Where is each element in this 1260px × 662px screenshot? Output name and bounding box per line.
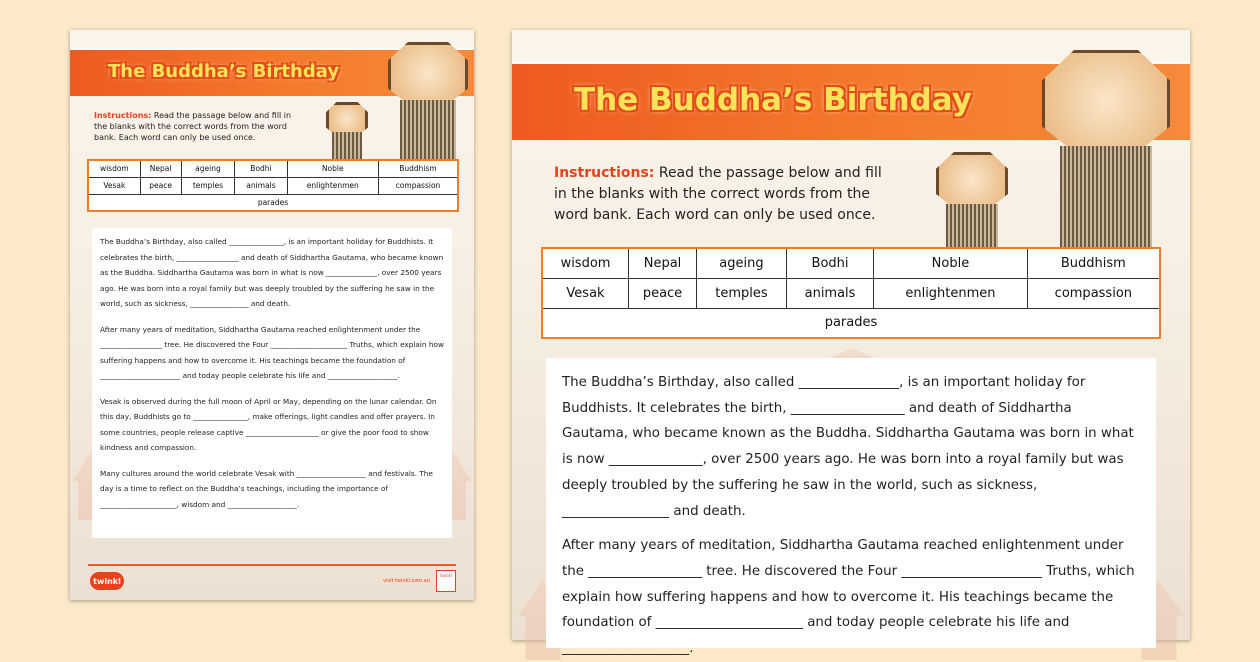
word-bank-cell: Bodhi (786, 248, 873, 278)
word-bank-cell: ageing (181, 160, 235, 177)
word-bank (87, 159, 459, 212)
passage-paragraph: Many cultures around the world celebrate Vesak with ___________________ and festivals. The day is a time to reflect on the Buddha’s teachings, including the importance of _____________________, wisdom and ___________________. (100, 468, 433, 509)
lantern-illustration (936, 152, 1008, 250)
word-bank-cell: Nepal (140, 160, 181, 177)
page-footer (70, 564, 474, 600)
word-bank-cell: Bodhi (235, 160, 287, 177)
page-title: The Buddha’s Birthday (108, 61, 340, 82)
word-bank-cell: Buddhism (1027, 248, 1160, 278)
twinkl-logo: twinkl (90, 572, 124, 590)
instructions-label: Instructions: (94, 111, 152, 120)
passage-paragraph: Vesak is observed during the full moon of April or May, depending on the lunar calendar. On this day, Buddhists go to _______________, make offerings, light candles and offer prayers. In some countries, people release captive ____________________ or give the poor food to show kindness and compassion. (100, 396, 437, 452)
word-bank-cell: parades (542, 308, 1160, 338)
instructions-label: Instructions: (554, 165, 655, 181)
worksheet-thumbnail (70, 30, 474, 600)
lantern-illustration (388, 42, 468, 168)
footer-badge: twinkl (436, 570, 456, 592)
footer-divider (88, 564, 456, 566)
word-bank-cell: Noble (287, 160, 378, 177)
word-bank-cell: peace (629, 278, 697, 308)
passage-paragraph: The Buddha’s Birthday, also called _______________, is an important holiday for Buddhists. It celebrates the birth, _________________ and death of Siddhartha Gautama, who became known as the Buddha. Siddhartha Gautama was born in what is now ______________, over 2500 years ago. He was born into a royal family but was deeply troubled by the suffering he saw in the world, such as sickness, ________________ and death. (562, 375, 1134, 519)
word-bank-cell: temples (181, 177, 235, 194)
passage-paragraph: After many years of meditation, Siddhartha Gautama reached enlightenment under the _________________ tree. He discovered the Four _____________________ Truths, which explain how suffering happens and how to overcome it. His teachings became the foundation of ______________________ and today people celebrate his life and ___________________. (562, 538, 1135, 657)
word-bank-cell: animals (786, 278, 873, 308)
instructions (94, 110, 294, 143)
word-bank-cell: enlightenmen (874, 278, 1028, 308)
page-title: The Buddha’s Birthday (574, 82, 972, 118)
word-bank-cell: wisdom (88, 160, 140, 177)
word-bank-cell: Vesak (542, 278, 629, 308)
word-bank-cell: Nepal (629, 248, 697, 278)
word-bank-cell: compassion (378, 177, 458, 194)
word-bank-cell: ageing (696, 248, 786, 278)
word-bank-cell: wisdom (542, 248, 629, 278)
word-bank-cell: peace (140, 177, 181, 194)
word-bank (541, 247, 1161, 339)
reading-passage (546, 358, 1156, 657)
instructions (554, 163, 884, 226)
word-bank-cell: Vesak (88, 177, 140, 194)
word-bank-cell: temples (696, 278, 786, 308)
word-bank-cell: Buddhism (378, 160, 458, 177)
word-bank-cell: animals (235, 177, 287, 194)
word-bank-cell: compassion (1027, 278, 1160, 308)
word-bank-cell: parades (88, 194, 458, 211)
instructions-text: Read the passage below and fill in the blanks with the correct words from the word bank. Each word can only be used once. (554, 165, 882, 223)
footer-url: visit twinkl.com.au (383, 578, 430, 584)
instructions-text: Read the passage below and fill in the blanks with the correct words from the word bank. Each word can only be used once. (94, 111, 292, 142)
word-bank-cell: enlightenmen (287, 177, 378, 194)
passage-paragraph: After many years of meditation, Siddhartha Gautama reached enlightenment under the _________________ tree. He discovered the Four _____________________ Truths, which explain how suffering happens and how to overcome it. His teachings became the foundation of ______________________ and today people celebrate his life and ___________________. (100, 324, 444, 380)
worksheet-zoomed (512, 30, 1190, 657)
reading-passage (92, 228, 452, 538)
passage-paragraph: The Buddha’s Birthday, also called _______________, is an important holiday for Buddhists. It celebrates the birth, _________________ and death of Siddhartha Gautama, who became known as the Buddha. Siddhartha Gautama was born in what is now ______________, over 2500 years ago. He was born into a royal family but was deeply troubled by the suffering he saw in the world, such as sickness, ________________ and death. (100, 237, 444, 308)
word-bank-cell: Noble (874, 248, 1028, 278)
lantern-illustration (1042, 50, 1170, 256)
